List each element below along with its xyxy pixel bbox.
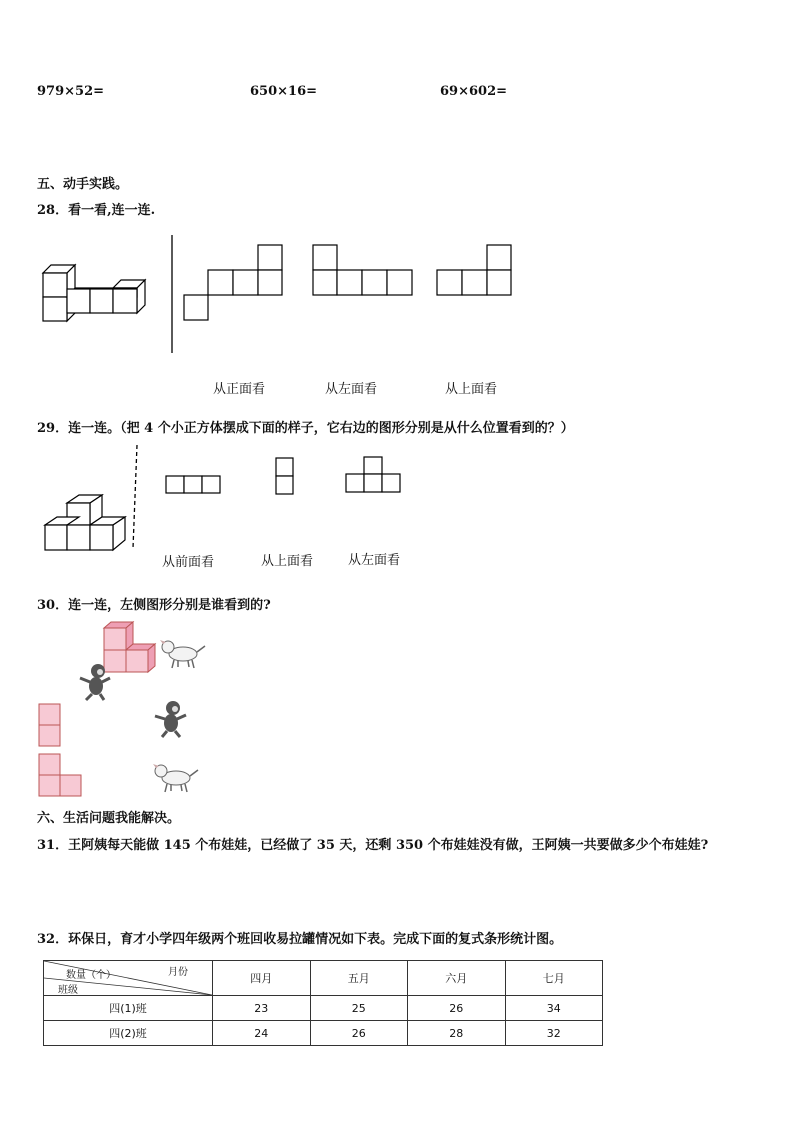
q28-view-b [313,245,412,295]
header-month-cell: 四月 [213,961,311,996]
q30-pink-column [39,704,60,746]
dog-icon [153,764,198,792]
calc-expression-2: 650×16= [250,84,318,99]
section-5-heading: 五、动手实践。 [37,177,129,192]
row-label: 四(2)班 [44,1021,213,1046]
table-corner-cell [44,961,213,996]
q28-label-front: 从正面看 [213,382,266,397]
table-cell: 32 [505,1021,603,1046]
q28-solid-3d [43,265,145,321]
q30-title: 30．连一连，左侧图形分别是谁看到的? [37,598,271,613]
q29-solid-3d [45,495,125,550]
calc-expression-3: 69×602= [440,84,508,99]
header-class: 班级 [58,985,78,996]
q32-data-table [43,960,603,1046]
q30-pink-cubes [104,622,155,672]
header-month-cell: 六月 [408,961,506,996]
table-cell: 23 [213,996,311,1021]
q28-figures [0,225,560,360]
header-quantity: 数量（个） [66,970,116,981]
monkey-icon [155,701,186,737]
table-cell: 25 [310,996,408,1021]
header-month-cell: 七月 [505,961,603,996]
q29-figures [0,440,430,555]
table-cell: 26 [408,996,506,1021]
header-month-cell: 五月 [310,961,408,996]
q29-view-a [166,476,220,493]
q29-view-c [346,457,400,492]
section-6-heading: 六、生活问题我能解决。 [37,811,181,826]
row-label: 四(1)班 [44,996,213,1021]
q28-label-left: 从左面看 [325,382,378,397]
q32-title: 32．环保日，育才小学四年级两个班回收易拉罐情况如下表。完成下面的复式条形统计图。 [37,932,563,947]
q29-label-top: 从上面看 [261,554,314,569]
table-row [44,1021,603,1046]
table-cell: 34 [505,996,603,1021]
q29-title: 29．连一连。（把 4 个小正方体摆成下面的样子，它右边的图形分别是从什么位置看到的？） [37,421,574,436]
q28-view-a [184,245,282,320]
q31-title: 31．王阿姨每天能做 145 个布娃娃，已经做了 35 天，还剩 350 个布娃娃没有做，王阿姨一共要做多少个布娃娃? [37,838,709,853]
q30-figures [0,620,240,800]
q29-label-front: 从前面看 [162,555,215,570]
calc-expression-1: 979×52= [37,84,105,99]
header-month: 月份 [168,967,188,978]
dog-icon [160,640,205,668]
q28-title: 28．看一看,连一连. [37,203,156,218]
q28-label-top: 从上面看 [445,382,498,397]
q29-view-b [276,458,293,494]
table-cell: 26 [310,1021,408,1046]
table-cell: 28 [408,1021,506,1046]
q30-pink-l-shape [39,754,81,796]
q29-label-left: 从左面看 [348,553,401,568]
table-cell: 24 [213,1021,311,1046]
q28-view-c [437,245,511,295]
table-row [44,996,603,1021]
table-header-row [44,961,603,996]
